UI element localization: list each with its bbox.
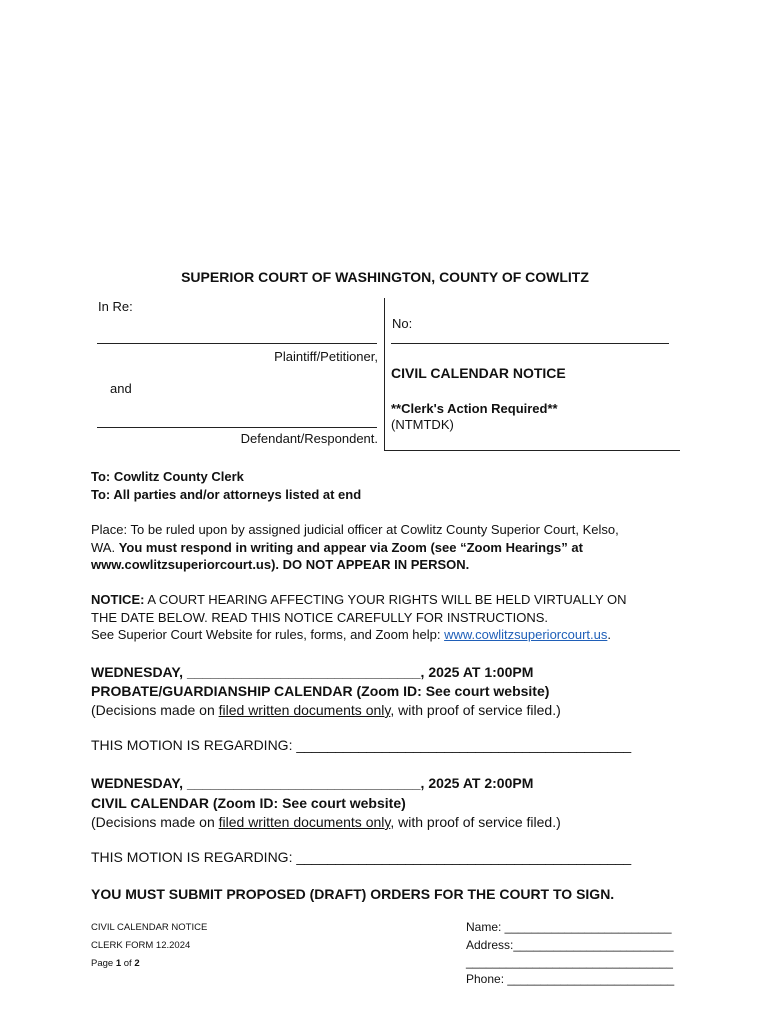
page-of: of <box>121 958 135 969</box>
footer-form-name: CIVIL CALENDAR NOTICE <box>91 922 208 933</box>
footer-name-field[interactable]: Name: _________________________ <box>466 920 672 934</box>
place-line-3: www.cowlitzsuperiorcourt.us). DO NOT APPEAR IN PERSON. <box>91 557 470 572</box>
notice-line-1 <box>91 592 627 607</box>
footer-address-field[interactable]: Address:________________________ <box>466 938 674 952</box>
footer-address-line-2[interactable]: _______________________________ <box>466 955 673 969</box>
probate-calendar: PROBATE/GUARDIANSHIP CALENDAR (Zoom ID: See court website) <box>91 683 550 699</box>
probate-date-line: WEDNESDAY, ______________________________, 2025 AT 1:00PM <box>91 664 534 680</box>
footer-page <box>91 958 140 969</box>
submit-orders-notice: YOU MUST SUBMIT PROPOSED (DRAFT) ORDERS FOR THE COURT TO SIGN. <box>91 886 615 902</box>
defendant-label: Defendant/Respondent. <box>240 431 378 446</box>
place-line-2-plain: WA. <box>91 540 119 555</box>
probate-dec-b: , with proof of service filed.) <box>390 702 561 718</box>
footer-form-number: CLERK FORM 12.2024 <box>91 940 191 951</box>
notice-line-3 <box>91 627 611 642</box>
probate-dec-a: (Decisions made on <box>91 702 219 718</box>
probate-dec-u: filed written documents only <box>218 702 391 718</box>
plaintiff-line[interactable] <box>97 343 377 344</box>
notice-title: CIVIL CALENDAR NOTICE <box>391 365 566 381</box>
probate-regarding[interactable]: THIS MOTION IS REGARDING: ___________________________________________ <box>91 737 632 753</box>
caption-divider-vertical <box>384 298 385 450</box>
notice-line-2: THE DATE BELOW. READ THIS NOTICE CAREFULLY FOR INSTRUCTIONS. <box>91 610 548 625</box>
and-label: and <box>110 381 132 396</box>
place-line-2-bold: You must respond in writing and appear via Zoom (see “Zoom Hearings” at <box>118 540 583 555</box>
clerk-action-required: **Clerk's Action Required** <box>391 401 558 416</box>
notice-text-1: A COURT HEARING AFFECTING YOUR RIGHTS WILL BE HELD VIRTUALLY ON <box>144 592 627 607</box>
civil-dec-b: , with proof of service filed.) <box>390 814 561 830</box>
caption-divider-horizontal <box>384 450 680 451</box>
place-line-2 <box>91 540 583 555</box>
to-clerk: To: Cowlitz County Clerk <box>91 469 244 484</box>
case-number-label: No: <box>392 316 413 331</box>
page-prefix: Page <box>91 958 116 969</box>
to-parties: To: All parties and/or attorneys listed at end <box>91 487 362 502</box>
civil-dec-a: (Decisions made on <box>91 814 219 830</box>
court-website-link[interactable]: www.cowlitzsuperiorcourt.us <box>444 627 608 642</box>
page-number: 1 <box>115 958 122 969</box>
in-re-label: In Re: <box>98 299 133 314</box>
form-code: (NTMTDK) <box>391 417 454 432</box>
notice-period: . <box>607 627 611 642</box>
page-total: 2 <box>134 958 140 969</box>
notice-label: NOTICE: <box>91 592 145 607</box>
case-number-line[interactable] <box>391 343 669 344</box>
footer-phone-field[interactable]: Phone: _________________________ <box>466 972 675 986</box>
civil-calendar: CIVIL CALENDAR (Zoom ID: See court website) <box>91 795 406 811</box>
place-line-1: Place: To be ruled upon by assigned judicial officer at Cowlitz County Superior Court, Kelso, <box>91 522 619 537</box>
probate-decisions <box>91 702 561 718</box>
notice-text-3: See Superior Court Website for rules, forms, and Zoom help: <box>91 627 445 642</box>
court-title: SUPERIOR COURT OF WASHINGTON, COUNTY OF COWLITZ <box>181 269 589 285</box>
plaintiff-label: Plaintiff/Petitioner, <box>274 349 378 364</box>
civil-date-line: WEDNESDAY, ______________________________, 2025 AT 2:00PM <box>91 775 534 791</box>
civil-decisions <box>91 814 561 830</box>
civil-dec-u: filed written documents only <box>218 814 391 830</box>
defendant-line[interactable] <box>97 427 377 428</box>
civil-regarding[interactable]: THIS MOTION IS REGARDING: ___________________________________________ <box>91 849 632 865</box>
